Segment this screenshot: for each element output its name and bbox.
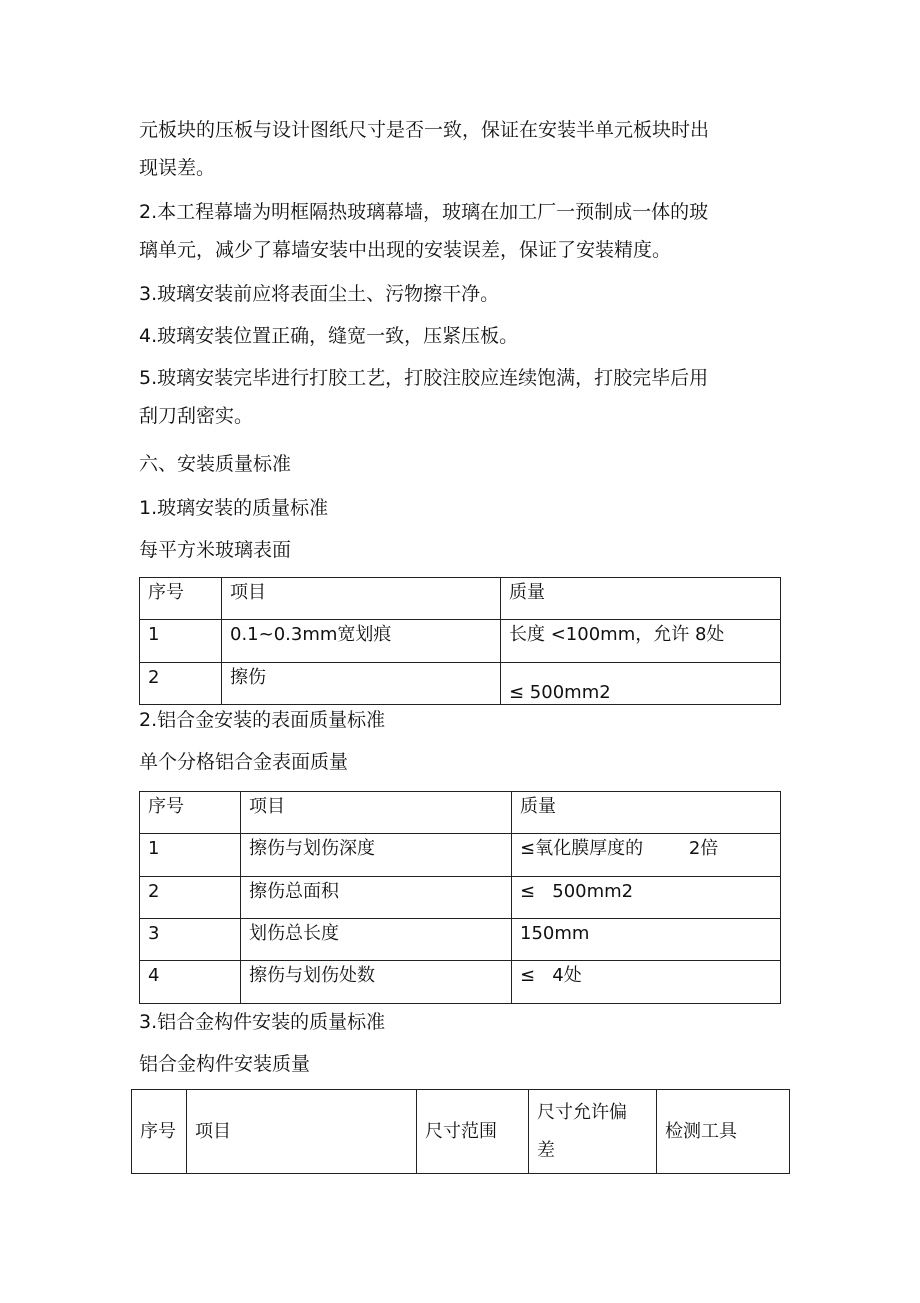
paragraph-line: 刮刀刮密实。 bbox=[139, 405, 254, 427]
header-cell: 尺寸范围 bbox=[417, 1090, 529, 1174]
table-cell: 150mm bbox=[512, 919, 781, 961]
table-cell: 划伤总长度 bbox=[241, 919, 512, 961]
table-cell: 擦伤 bbox=[222, 663, 501, 705]
table-cell: 4 bbox=[140, 961, 241, 1004]
paragraph-line: 4.玻璃安装位置正确，缝宽一致，压紧压板。 bbox=[139, 325, 519, 347]
table-cell: 0.1~0.3mm宽划痕 bbox=[222, 620, 501, 663]
table-cell: ≤氧化膜厚度的 2倍 bbox=[512, 834, 781, 877]
table-cell: 3 bbox=[140, 919, 241, 961]
table-row bbox=[140, 663, 781, 705]
paragraph-line: 现误差。 bbox=[139, 157, 216, 179]
subsection-heading: 1.玻璃安装的质量标准 bbox=[139, 497, 329, 519]
table-cell: 擦伤与划伤处数 bbox=[241, 961, 512, 1004]
paragraph-line: 璃单元，减少了幕墙安装中出现的安装误差，保证了安装精度。 bbox=[139, 239, 672, 261]
table-row bbox=[140, 620, 781, 663]
table-row bbox=[140, 919, 781, 961]
table-cell: ≤ 500mm2 bbox=[512, 877, 781, 919]
header-cell: 检测工具 bbox=[657, 1090, 790, 1174]
table-header-row bbox=[140, 578, 781, 620]
table-header-row bbox=[140, 792, 781, 834]
header-cell: 项目 bbox=[241, 792, 512, 834]
table-cell: 2 bbox=[140, 663, 222, 705]
section-heading: 六、安装质量标准 bbox=[139, 453, 292, 475]
table-cell: 1 bbox=[140, 620, 222, 663]
table-cell: 1 bbox=[140, 834, 241, 877]
subsection-heading: 3.铝合金构件安装的质量标准 bbox=[139, 1011, 386, 1033]
subsection-heading: 2.铝合金安装的表面质量标准 bbox=[139, 709, 386, 731]
header-cell: 项目 bbox=[222, 578, 501, 620]
table-cell: ≤ 4处 bbox=[512, 961, 781, 1004]
header-cell: 序号 bbox=[132, 1090, 187, 1174]
table-row bbox=[140, 961, 781, 1004]
aluminum-component-quality-table bbox=[131, 1089, 790, 1174]
table-cell: 长度 <100mm，允许 8处 bbox=[501, 620, 781, 663]
header-cell: 项目 bbox=[187, 1090, 417, 1174]
paragraph-line: 3.玻璃安装前应将表面尘土、污物擦干净。 bbox=[139, 283, 500, 305]
header-cell: 质量 bbox=[501, 578, 781, 620]
table-cell: 擦伤与划伤深度 bbox=[241, 834, 512, 877]
glass-quality-table bbox=[139, 577, 781, 705]
table-row bbox=[140, 877, 781, 919]
table-caption: 铝合金构件安装质量 bbox=[139, 1053, 311, 1075]
aluminum-surface-quality-table bbox=[139, 791, 781, 1004]
header-cell: 质量 bbox=[512, 792, 781, 834]
paragraph-line: 5.玻璃安装完毕进行打胶工艺，打胶注胶应连续饱满，打胶完毕后用 bbox=[139, 367, 709, 389]
paragraph-line: 元板块的压板与设计图纸尺寸是否一致，保证在安装半单元板块时出 bbox=[139, 119, 710, 141]
table-cell: ≤ 500mm2 bbox=[501, 663, 781, 705]
header-cell: 序号 bbox=[140, 578, 222, 620]
header-cell: 序号 bbox=[140, 792, 241, 834]
table-cell: 2 bbox=[140, 877, 241, 919]
header-cell: 尺寸允许偏差 bbox=[529, 1090, 657, 1174]
table-caption: 单个分格铝合金表面质量 bbox=[139, 751, 349, 773]
table-header-row bbox=[132, 1090, 790, 1174]
table-cell: 擦伤总面积 bbox=[241, 877, 512, 919]
table-caption: 每平方米玻璃表面 bbox=[139, 539, 292, 561]
paragraph-line: 2.本工程幕墙为明框隔热玻璃幕墙，玻璃在加工厂一预制成一体的玻 bbox=[139, 201, 709, 223]
table-row bbox=[140, 834, 781, 877]
